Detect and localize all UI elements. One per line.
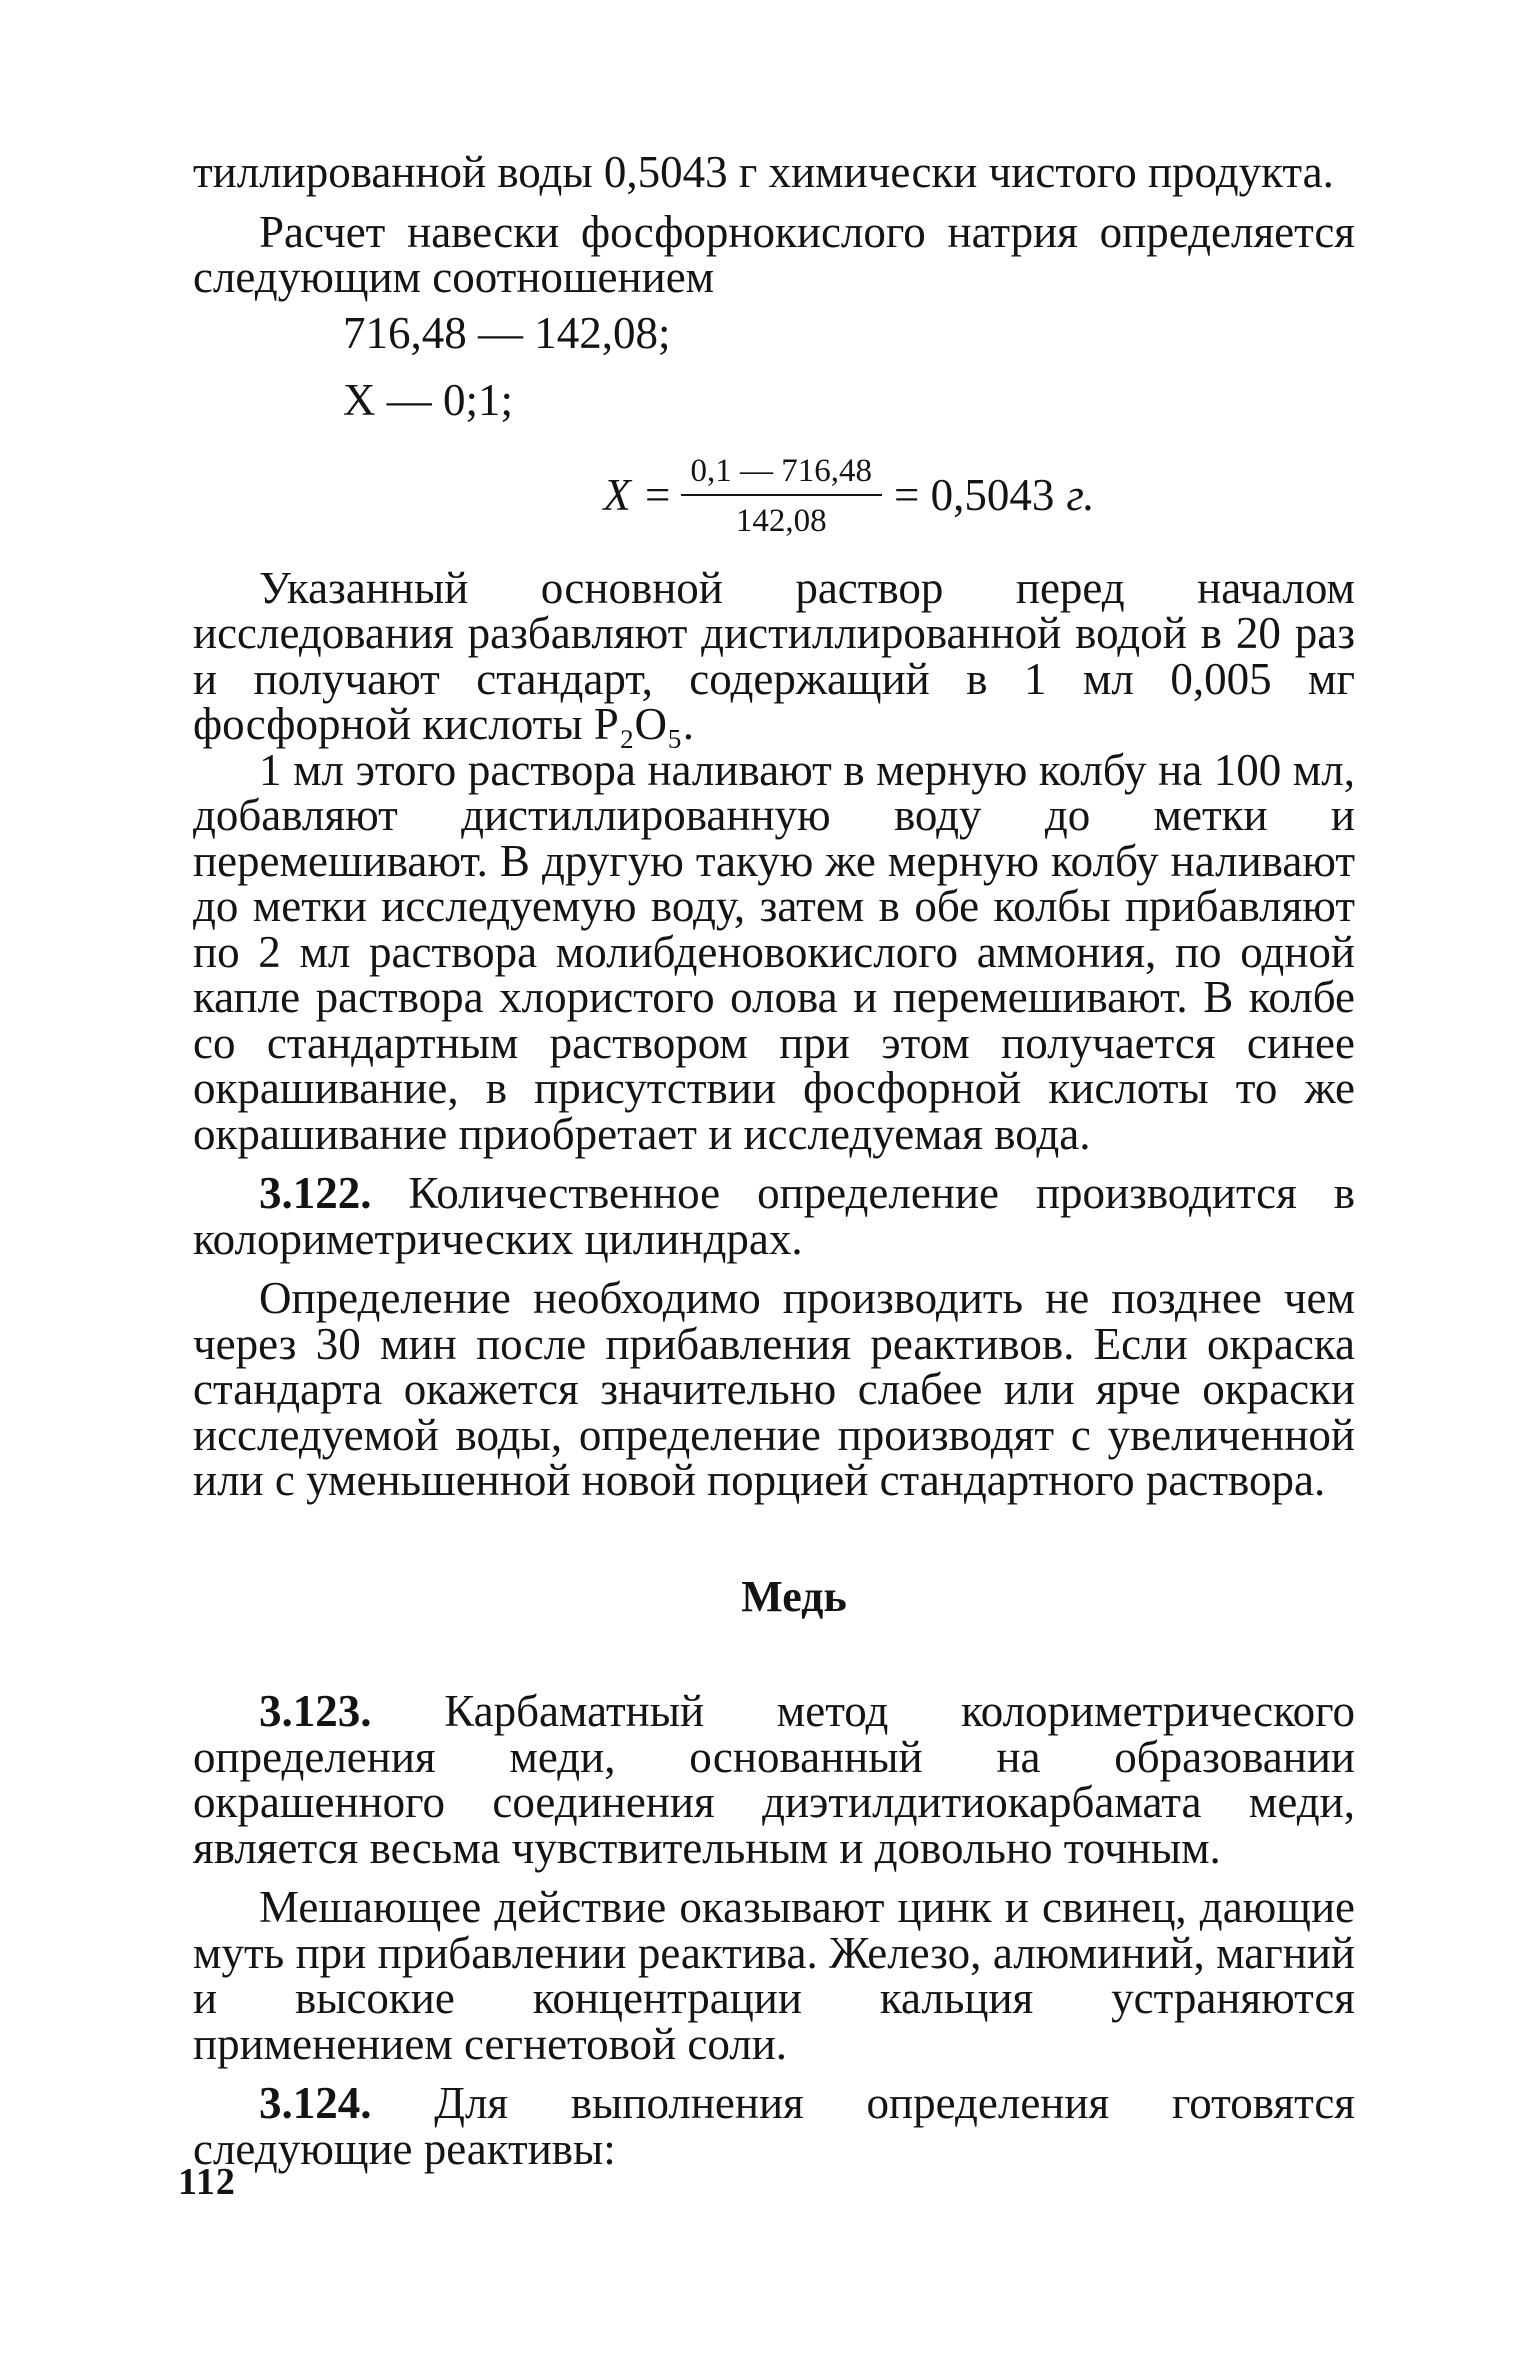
paragraph-calculation-intro: Расчет навески фосфорнокислого натрия определяется следующим соотношением — [193, 206, 1355, 302]
paragraph-text: Для выполнения определения готовятся следующие реактивы: — [193, 2078, 1355, 2174]
section-number: 3.124. — [259, 2078, 372, 2128]
section-heading-copper: Медь — [741, 1571, 847, 1621]
formula-line-1: 716,48 — 142,08; — [343, 307, 671, 358]
formula-unit: г. — [1066, 469, 1095, 520]
formula-line-2: X — 0;1; — [343, 375, 514, 425]
fraction — [681, 452, 883, 540]
fraction-denominator: 142,08 — [735, 502, 827, 539]
paragraph-text: Карбаматный метод колориметрического определения меди, основанный на образовании окрашенного соединения диэтилдитиокарбамата меди, является весьма чувствительным и довольно точным. — [193, 1686, 1356, 1873]
paragraph-timing: Определение необходимо производить не позднее чем через 30 мин после прибавления реактивов. Если окраска стандарта окажется значительно слабее или ярче окраски исследуемой воды, определение производят с увеличенной или с уменьшенной новой порцией стандартного раствора. — [193, 1273, 1355, 1505]
paragraph-3-123 — [193, 1686, 1356, 1873]
text-column — [193, 147, 1356, 2174]
section-number: 3.122. — [259, 1168, 372, 1218]
formula-rhs: = 0,5043 — [894, 469, 1055, 520]
formula-fraction — [193, 442, 1355, 550]
fraction-numerator: 0,1 — 716,48 — [681, 452, 883, 496]
paragraph-dilution: Указанный основной раствор перед началом исследования разбавляют дистиллированной водой в 20 раз и получают стандарт, содержащий в 1 мл 0,005 мг фосфорной кислоты P₂O₅. — [193, 562, 1355, 749]
paragraph-continuation: тиллированной воды 0,5043 г химически чистого продукта. — [193, 147, 1334, 197]
paragraph-3-124 — [193, 2078, 1355, 2174]
paragraph-text: Количественное определение производится в колориметрических цилиндрах. — [193, 1168, 1355, 1264]
paragraph-interference: Мешающее действие оказывают цинк и свинец, дающие муть при прибавлении реактива. Железо, алюминий, магний и высокие концентрации кальция устраняются применением сегнетовой соли. — [193, 1882, 1355, 2069]
page-number: 112 — [178, 2161, 236, 2203]
section-number: 3.123. — [259, 1686, 372, 1736]
formula-lhs: X = — [603, 469, 673, 520]
paragraph-3-122 — [193, 1168, 1355, 1264]
paragraph-procedure: 1 мл этого раствора наливают в мерную колбу на 100 мл, добавляют дистиллированную воду до метки и перемешивают. В другую такую же мерную колбу наливают до метки исследуемую воду, затем в обе колбы прибавляют по 2 мл раствора молибденовокислого аммония, по одной капле раствора хлористого олова и перемешивают. В колбе со стандартным раствором при этом получается синее окрашивание, в присутствии фосфорной кислоты то же окрашивание приобретает и исследуемая вода. — [193, 744, 1355, 1159]
